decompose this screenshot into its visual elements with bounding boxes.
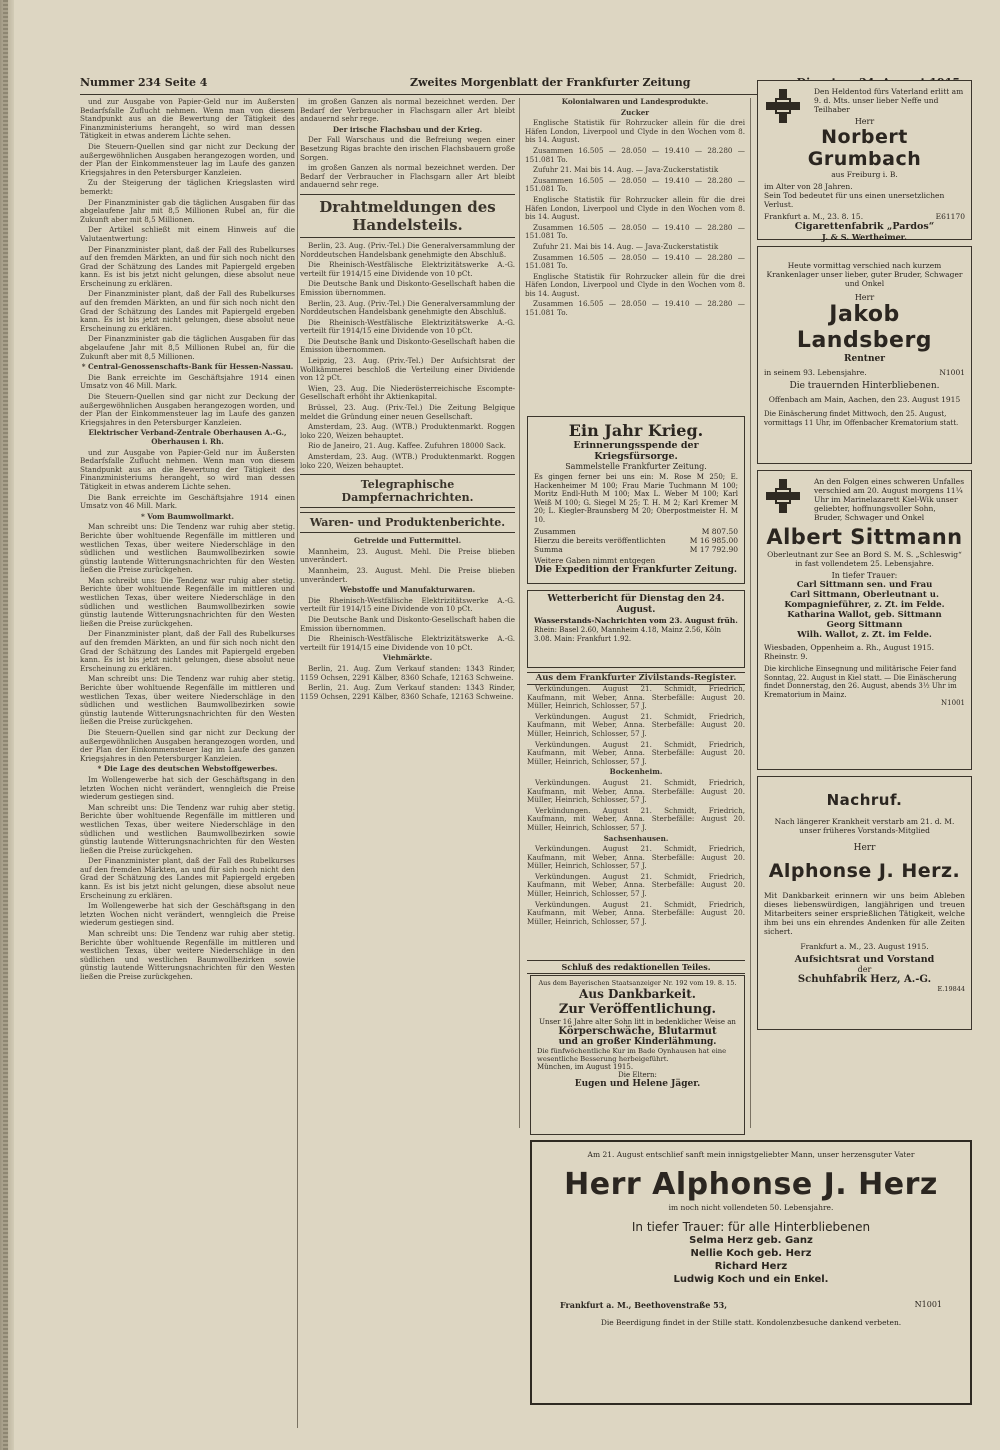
obit-name: Herr Alphonse J. Herz [564, 1167, 938, 1202]
article-text: Die Deutsche Bank und Diskonto-Gesellschaft haben die Emission übernommen. [300, 336, 515, 355]
gratitude-ad [530, 975, 745, 1135]
article-heading: * Die Lage des deutschen Webstoffgewerbes. [97, 764, 278, 774]
obit-funeral: Die Beerdigung findet in der Stille statt. Kondolenzbesuche dankend verbeten. [600, 1318, 902, 1327]
obit-place: Frankfurt a. M., Beethovenstraße 53, [560, 1300, 728, 1310]
obit-herr: Herr [853, 843, 876, 853]
donation-prev-row [534, 536, 738, 545]
sum-value: M 807.50 [701, 527, 738, 536]
column-rule [750, 98, 751, 1128]
article-heading: Elektrischer Verband-Zentrale Oberhausen A.-G., Oberhausen i. Rh. [88, 428, 287, 446]
page-number: Nummer 234 Seite 4 [80, 76, 208, 89]
obituary-sittmann [757, 470, 972, 770]
prev-label: Hierzu die bereits veröffentlichten [534, 536, 666, 545]
obit-place-row [540, 1300, 962, 1310]
column-1 [80, 98, 295, 1428]
obit-mourner: Katharina Wallot, geb. Sittmann [787, 610, 942, 620]
obit-intro: Nach längerer Krankheit verstarb am 21. d. M. unser früheres Vorstands-Mitglied [774, 817, 955, 835]
gratitude-parents: Die Eltern: [618, 1071, 657, 1079]
article-text: und zur Ausgabe von Papier-Geld nur im Äußersten Bedarfsfalle Zuflucht nehmen. Wenn man von diesem Standpunkt aus an die Bewertung der Tätigkeit des Finanzministeriums herangeht, so wird man dessen Tätigkeit in etwas anderem Lichte sehen. [80, 98, 295, 141]
table-row: Zusammen 16.505 — 28.050 — 19.410 — 28.280 — 151.081 To. [525, 145, 745, 164]
article-text: Man schreibt uns: Die Tendenz war ruhig aber stetig. Berichte über wohltuende Regenfälle im mittleren und westlichen Texas, über weitere Niederschläge in den südlichen und westlichen Baumwollbezirken sowie günstig lautende Witterungsnachrichten für den Westen ließen die Preise zurückgehen. [80, 802, 295, 855]
article-text: Zu der Steigerung der täglichen Kriegslasten wird bemerkt: [80, 178, 295, 196]
article-text: Man schreibt uns: Die Tendenz war ruhig aber stetig. Berichte über wohltuende Regenfälle im mittleren und westlichen Texas, über weitere Niederschläge in den südlichen und westlichen Baumwollbezirken sowie günstig lautende Witterungsnachrichten für den Westen ließen die Preise zurückgehen. [80, 929, 295, 981]
article-text: Der Finanzminister gab die täglichen Ausgaben für das abgelaufene Jahr mit 8,5 Millionen Rubel an, für die Zukunft aber mit 8,5 Millionen. [80, 334, 295, 361]
obit-mourning: In tiefer Trauer: für alle Hinterbliebenen [631, 1220, 871, 1234]
article-text: im großen Ganzen als normal bezeichnet werden. Der Bedarf der Verbraucher in Flachsgarn aller Art bleibt andauernd sehr rege. [300, 163, 515, 190]
gratitude-place: München, im August 1915. [537, 1063, 634, 1071]
article-heading: Getreide und Futtermittel. [353, 536, 462, 546]
obituary-landsberg [757, 246, 972, 464]
register-text: Verkündungen. August 21. Schmidt, Friedrich, Kaufmann, mit Weber, Anna. Sterbefälle: August 20. Müller, Heinrich, Schlosser, 57 J. [527, 899, 745, 926]
column-rule [519, 98, 520, 1128]
article-text: Im Wollengewerbe hat sich der Geschäftsgang in den letzten Wochen nicht verändert, wenngleich die Preise wiederum gestiegen sind. [80, 774, 295, 802]
article-text: im großen Ganzen als normal bezeichnet werden. Der Bedarf der Verbraucher in Flachsgarn aller Art bleibt andauernd sehr rege. [300, 98, 515, 124]
register-subhead: Sachsenhausen. [603, 833, 669, 843]
obit-code: N1001 [939, 368, 965, 377]
weather-box [527, 590, 745, 668]
obit-code: E.19844 [937, 985, 965, 993]
register-text: Verkündungen. August 21. Schmidt, Friedrich, Kaufmann, mit Weber, Anna. Sterbefälle: August 20. Müller, Heinrich, Schlosser, 57 J. [527, 805, 745, 832]
article-text: Die Steuern-Quellen sind gar nicht zur Deckung der außergewöhnlichen Ausgaben herangezogen worden, und der Plan der Einkommensteuer lag im Laufe des ganzen Kriegsjahres in den Petersburger Kanzleien. [80, 392, 295, 427]
article-text: Berlin, 21. Aug. Zum Verkauf standen: 1343 Rinder, 1159 Ochsen, 2291 Kälber, 8360 Schafe, 12163 Schweine. [300, 663, 515, 682]
obit-place: Frankfurt a. M., 23. August 1915. [800, 942, 929, 951]
obit-title: Rentner [844, 354, 885, 364]
obit-firm: Cigarettenfabrik „Pardos“ [794, 221, 935, 232]
article-text: Die Bank erreichte im Geschäftsjahre 1914 einen Umsatz von 46 Mill. Mark. [80, 372, 295, 391]
article-text: Die Steuern-Quellen sind gar nicht zur Deckung der außergewöhnlichen Ausgaben herangezogen worden, und der Plan der Einkommensteuer lag im Laufe des ganzen Kriegsjahres in den Petersburger Kanzleien. [80, 141, 295, 177]
article-text: Mannheim, 23. August. Mehl. Die Preise blieben unverändert. [300, 546, 515, 565]
gratitude-line3: und an großer Kinderlähmung. [558, 1037, 717, 1047]
obit-place-row [764, 212, 965, 221]
section-heading: Waren- und Produktenberichte. [300, 512, 515, 533]
article-text: Der Finanzminister plant, daß der Fall des Rubelkurses auf den fremden Märkten, an und für sich noch nicht den Grad der Schätzung des Landes mit Papiergeld ergeben kann. Es ist bis jetzt nicht gelungen, diese absolut neue Erscheinung zu erklären. [80, 289, 295, 333]
article-heading: Viehmärkte. [382, 653, 433, 663]
table-row: Zusammen 16.505 — 28.050 — 19.410 — 28.280 — 151.081 To. [525, 222, 745, 241]
obituary-grumbach [757, 80, 972, 240]
register-title: Aus dem Frankfurter Zivilstands-Register. [527, 672, 745, 685]
obit-place: Wiesbaden, Oppenheim a. Rh., August 1915. [764, 643, 935, 652]
article-text: Englische Statistik für Rohrzucker allein für die drei Häfen London, Liverpool und Clyde in den Wochen vom 8. bis 14. August. [525, 194, 745, 222]
donation-sum-row [534, 527, 738, 536]
obituary-herz-family [530, 1140, 972, 1405]
obit-code: N1001 [941, 699, 965, 707]
obit-name: Alphonse J. Herz. [768, 860, 961, 882]
article-heading: * Central-Genossenschafts-Bank für Hessen-Nassau. [81, 362, 294, 372]
article-text: Die Rheinisch-Westfälische Elektrizitätswerke A.-G. verteilt für 1914/15 eine Dividende von 10 pCt. [300, 260, 515, 278]
donation-total-row [534, 545, 738, 554]
obit-street: Rheinstr. 9. [764, 652, 808, 661]
article-text: Zufuhr 21. Mai bis 14. Aug. — Java-Zuckerstatistik [533, 241, 719, 251]
table-row: Zusammen 16.505 — 28.050 — 19.410 — 28.280 — 151.081 To. [525, 252, 745, 271]
article-text: Man schreibt uns: Die Tendenz war ruhig aber stetig. Berichte über wohltuende Regenfälle im mittleren und westlichen Texas, über weitere Niederschläge in den südlichen und westlichen Baumwollbezirken sowie günstig lautende Witterungsnachrichten für den Westen ließen die Preise zurückgehen. [80, 522, 295, 575]
article-text: Die Rheinisch-Westfälische Elektrizitätswerke A.-G. verteilt für 1914/15 eine Dividende von 10 pCt. [300, 634, 515, 652]
end-editorial: Schluß des redaktionellen Teiles. [527, 960, 745, 974]
obit-age-row [764, 368, 965, 377]
register-text: Verkündungen. August 21. Schmidt, Friedrich, Kaufmann, mit Weber, Anna. Sterbefälle: August 20. Müller, Heinrich, Schlosser, 57 J. [527, 711, 745, 738]
column-2 [300, 98, 515, 1428]
register-text: Verkündungen. August 21. Schmidt, Friedrich, Kaufmann, mit Weber, Anna. Sterbefälle: August 20. Müller, Heinrich, Schlosser, 57 J. [527, 871, 745, 899]
obit-sig: Aufsichtsrat und Vorstand [794, 954, 935, 965]
obit-mourner: Ludwig Koch und ein Enkel. [673, 1274, 829, 1285]
section-heading: Drahtmeldungen des Handelsteils. [300, 194, 515, 238]
donation-list: Es gingen ferner bei uns ein: M. Rose M 250; E. Hackenheimer M 100; Frau Marie Tuchmann M 100; Moritz Endl-Huth M 100; Max L. Weber M 100; Karl Weiß M 100; G. Siegel M 25; T. H. M 2; Karl Kremer M 20; L. Kiegler-Braunsberg M 20; Oberpostmeister H. M 10. [534, 473, 738, 524]
iron-cross-icon [766, 479, 800, 513]
table-row: Zusammen 16.505 — 28.050 — 19.410 — 28.280 — 151.081 To. [525, 299, 745, 318]
article-text: Leipzig, 23. Aug. (Priv.-Tel.) Der Aufsichtsrat der Wollkämmerei beschloß die Verteilung einer Dividende von 12 pCt. [300, 356, 515, 383]
gratitude-title2: Zur Veröffentlichung. [558, 1002, 717, 1017]
iron-cross-icon [766, 89, 800, 123]
weather-sub: Wasserstands-Nachrichten vom 23. August früh. [534, 616, 738, 625]
obituary-herz-company [757, 776, 972, 1030]
obit-herr: Herr [854, 293, 875, 302]
obit-intro: Den Heldentod fürs Vaterland erlitt am 9. d. Mts. unser lieber Neffe und Teilhaber [814, 87, 964, 114]
donation-note: Weitere Gaben nimmt entgegen [534, 556, 656, 565]
article-text: Berlin, 23. Aug. (Priv.-Tel.) Die Generalversammlung der Norddeutschen Handelsbank genehmigte den Abschluß. [300, 298, 515, 317]
article-text: Mannheim, 23. August. Mehl. Die Preise blieben unverändert. [300, 565, 515, 584]
article-text: Der Finanzminister plant, daß der Fall des Rubelkurses auf den fremden Märkten, an und für sich noch nicht den Grad der Schätzung des Landes mit Papiergeld ergeben kann. Es ist bis jetzt nicht gelungen, diese absolut neue Erscheinung zu erklären. [80, 244, 295, 288]
obit-funeral: Die Einäscherung findet Mittwoch, den 25. August, vormittags 11 Uhr, im Offenbacher Krematorium statt. [764, 410, 959, 427]
article-text: Der Artikel schließt mit einem Hinweis auf die Valutaentwertung: [80, 225, 295, 243]
obit-title: Nachruf. [826, 791, 903, 809]
article-text: Die Deutsche Bank und Diskonto-Gesellschaft haben die Emission übernommen. [300, 279, 515, 297]
article-heading: Webstoffe und Manufakturwaren. [339, 585, 476, 595]
article-text: und zur Ausgabe von Papier-Geld nur im Äußersten Bedarfsfalle Zuflucht nehmen. Wenn man von diesem Standpunkt aus an die Bewertung der Tätigkeit des Finanzministeriums herangeht, so wird man dessen Tätigkeit in etwas anderem Lichte sehen. [80, 447, 295, 491]
article-text: Die Rheinisch-Westfälische Elektrizitätswerke A.-G. verteilt für 1914/15 eine Dividende von 10 pCt. [300, 595, 515, 614]
article-text: Berlin, 21. Aug. Zum Verkauf standen: 1343 Rinder, 1159 Ochsen, 2291 Kälber, 8360 Schafe, 12163 Schweine. [300, 683, 515, 701]
obit-age: in seinem 93. Lebensjahre. [764, 368, 867, 377]
page-binding [0, 0, 14, 1450]
obit-place: Frankfurt a. M., 23. 8. 15. [764, 212, 864, 221]
obit-age: im noch nicht vollendeten 50. Lebensjahre. [668, 1203, 834, 1212]
article-text: Der Finanzminister plant, daß der Fall des Rubelkurses auf den fremden Märkten, an und für sich noch nicht den Grad der Schätzung des Landes mit Papiergeld ergeben kann. Es ist bis jetzt nicht gelungen, diese absolut neue Erscheinung zu erklären. [80, 856, 295, 900]
register-text: Verkündungen. August 21. Schmidt, Friedrich, Kaufmann, mit Weber, Anna. Sterbefälle: August 20. Müller, Heinrich, Schlosser, 57 J. [527, 739, 745, 766]
obit-sig: Schuhfabrik Herz, A.-G. [797, 974, 932, 985]
register-text: Verkündungen. August 21. Schmidt, Friedrich, Kaufmann, mit Weber, Anna. Sterbefälle: August 20. Müller, Heinrich, Schlosser, 57 J. [527, 684, 745, 711]
register-text: Verkündungen. August 21. Schmidt, Friedrich, Kaufmann, mit Weber, Anna. Sterbefälle: August 20. Müller, Heinrich, Schlosser, 57 J. [527, 777, 745, 805]
article-text: Die Deutsche Bank und Diskonto-Gesellschaft haben die Emission übernommen. [300, 614, 515, 633]
obit-mourner: Georg Sittmann [826, 620, 903, 630]
table-row: Zusammen 16.505 — 28.050 — 19.410 — 28.280 — 151.081 To. [525, 175, 745, 194]
article-text: Englische Statistik für Rohrzucker allein für die drei Häfen London, Liverpool und Clyde in den Wochen vom 8. bis 14. August. [525, 118, 745, 145]
article-text: Amsterdam, 23. Aug. (WTB.) Produktenmarkt. Roggen loko 220, Weizen behauptet. [300, 422, 515, 440]
gratitude-line1: Unser 16 Jahre alter Sohn litt in bedenklicher Weise an [539, 1018, 736, 1026]
obit-mourner: Carl Sittmann, Oberleutnant u. Kompagnieführer, z. Zt. im Felde. [784, 590, 945, 610]
article-text: Berlin, 23. Aug. (Priv.-Tel.) Die Generalversammlung der Norddeutschen Handelsbank genehmigte den Abschluß. [300, 240, 515, 259]
weather-title: Wetterbericht für Dienstag den 24. August. [547, 594, 725, 615]
sum-label: Zusammen [534, 527, 576, 536]
article-text: Rio de Janeiro, 21. Aug. Kaffee. Zufuhren 18000 Sack. [308, 441, 506, 451]
article-text: Englische Statistik für Rohrzucker allein für die drei Häfen London, Liverpool und Clyde in den Wochen vom 8. bis 14. August. [525, 271, 745, 298]
article-text: Der Fall Warschaus und die Befreiung wegen einer Besetzung Rigas brachte den irischen Flachsbauern große Sorgen. [300, 135, 515, 162]
obit-mourner: Richard Herz [714, 1261, 788, 1272]
obit-place: Offenbach am Main, Aachen, den 23. August 1915 [768, 395, 961, 404]
article-heading: Zucker [620, 107, 650, 117]
article-text: Die Bank erreichte im Geschäftsjahre 1914 einen Umsatz von 46 Mill. Mark. [80, 492, 295, 511]
obit-rank: Oberleutnant zur See an Bord S. M. S. „Schleswig“ in fast vollendetem 25. Lebensjahre. [767, 550, 962, 568]
weather-body: Rhein: Basel 2.60, Mannheim 4.18, Mainz 2.56, Köln 3.08. Main: Frankfurt 1.92. [534, 626, 721, 643]
obit-mourner: Nellie Koch geb. Herz [690, 1248, 812, 1259]
column-rule [297, 98, 298, 1428]
article-heading: Der irische Flachsbau und der Krieg. [332, 124, 483, 134]
gratitude-body: Die fünfwöchentliche Kur im Bade Oynhausen hat eine wesentliche Besserung herbeigeführt. [537, 1047, 727, 1063]
obit-intro: Am 21. August entschlief sanft mein innigstgeliebter Mann, unser herzensguter Vater [587, 1150, 915, 1159]
obit-firm2: J. & S. Wertheimer. [822, 232, 907, 242]
donation-subtitle2: Sammelstelle Frankfurter Zeitung. [565, 462, 707, 471]
register-text: Verkündungen. August 21. Schmidt, Friedrich, Kaufmann, mit Weber, Anna. Sterbefälle: August 20. Müller, Heinrich, Schlosser, 57 J. [527, 844, 745, 871]
donation-subtitle: Erinnerungsspende der Kriegsfürsorge. [573, 440, 699, 462]
obit-intro: Heute vormittag verschied nach kurzem Krankenlager unser lieber, guter Bruder, Schwager und Onkel [766, 261, 963, 288]
donation-footer: Die Expedition der Frankfurter Zeitung. [534, 565, 738, 575]
register-subhead: Bockenheim. [609, 767, 663, 777]
obit-from: aus Freiburg i. B. [831, 170, 898, 179]
total-value: M 17 792.90 [689, 545, 738, 554]
obit-herr: Herr [854, 117, 875, 126]
obit-name: Jakob Landsberg [796, 302, 933, 353]
article-text: Man schreibt uns: Die Tendenz war ruhig aber stetig. Berichte über wohltuende Regenfälle im mittleren und westlichen Texas, über weitere Niederschläge in den südlichen und westlichen Baumwollbezirken sowie günstig lautende Witterungsnachrichten für den Westen ließen die Preise zurückgehen. [80, 674, 295, 727]
total-label: Summa [534, 545, 563, 554]
obit-memory: Sein Tod bedeutet für uns einen unersetzlichen Verlust. [764, 191, 945, 209]
obit-body: Mit Dankbarkeit erinnern wir uns beim Ableben dieses liebenswürdigen, langjährigen und treuen Mitarbeiters seiner ersprießlichen Tätigkeit, welche ihm bei uns ein ehrendes Andenken für alle Zeiten sichert. [764, 891, 965, 936]
section-heading: Telegraphische Dampfernachrichten. [300, 474, 515, 508]
article-text: Man schreibt uns: Die Tendenz war ruhig aber stetig. Berichte über wohltuende Regenfälle im mittleren und westlichen Texas, über weitere Niederschläge in den südlichen und westlichen Baumwollbezirken sowie günstig lautende Witterungsnachrichten für den Westen ließen die Preise zurückgehen. [80, 575, 295, 628]
obit-mourners: Die trauernden Hinterbliebenen. [789, 381, 940, 391]
gratitude-line2: Körperschwäche, Blutarmut [558, 1026, 717, 1037]
gratitude-title1: Aus Dankbarkeit. [579, 987, 696, 1001]
obit-sig: der [857, 965, 872, 974]
obit-mourning: In tiefer Trauer: [831, 571, 898, 580]
article-text: Die Rheinisch-Westfälische Elektrizitätswerke A.-G. verteilt für 1914/15 eine Dividende von 10 pCt. [300, 317, 515, 336]
obit-name: Norbert Grumbach [807, 126, 922, 170]
masthead: Zweites Morgenblatt der Frankfurter Zeitung [410, 76, 691, 89]
article-text: Der Finanzminister gab die täglichen Ausgaben für das abgelaufene Jahr mit 8,5 Millionen Rubel an, für die Zukunft aber mit 8,5 Millionen. [80, 197, 295, 224]
article-text: Zufuhr 21. Mai bis 14. Aug. — Java-Zuckerstatistik [533, 165, 719, 175]
donation-title: Ein Jahr Krieg. [568, 421, 704, 440]
gratitude-names: Eugen und Helene Jäger. [574, 1079, 701, 1089]
civil-register [527, 672, 745, 957]
article-heading: * Vom Baumwollmarkt. [141, 511, 234, 521]
article-text: Im Wollengewerbe hat sich der Geschäftsgang in den letzten Wochen nicht verändert, wenngleich die Preise wiederum gestiegen sind. [80, 901, 295, 928]
obit-age: im Alter von 28 Jahren. [764, 182, 853, 191]
obit-code: E61170 [935, 212, 965, 221]
obit-mourner: Wilh. Wallot, z. Zt. im Felde. [797, 630, 932, 640]
article-text: Amsterdam, 23. Aug. (WTB.) Produktenmarkt. Roggen loko 220, Weizen behauptet. [300, 452, 515, 470]
article-text: Der Finanzminister plant, daß der Fall des Rubelkurses auf den fremden Märkten, an und für sich noch nicht den Grad der Schätzung des Landes mit Papiergeld ergeben kann. Es ist bis jetzt nicht gelungen, diese absolut neue Erscheinung zu erklären. [80, 629, 295, 673]
donation-box [527, 416, 745, 584]
article-text: Wien, 23. Aug. Die Niederösterreichische Escompte-Gesellschaft erhöht ihr Aktienkapital. [300, 383, 515, 402]
obit-mourner: Selma Herz geb. Ganz [689, 1235, 813, 1246]
obit-funeral: Die kirchliche Einsegnung und militärische Feier fand Sonntag, 22. August in Kiel statt. — Die Einäscherung findet Donnerstag, den 26. August, abends 3½ Uhr im Krematorium in Mainz. [764, 665, 957, 699]
article-text: Die Steuern-Quellen sind gar nicht zur Deckung der außergewöhnlichen Ausgaben herangezogen worden, und der Plan der Einkommensteuer lag im Laufe des ganzen Kriegsjahres in den Petersburger Kanzleien. [80, 727, 295, 763]
article-text: Brüssel, 23. Aug. (Priv.-Tel.) Die Zeitung Belgique meldet die Gründung einer neuen Gesellschaft. [300, 403, 515, 421]
prev-value: M 16 985.00 [689, 536, 738, 545]
gratitude-source: Aus dem Bayerischen Staatsanzeiger Nr. 192 vom 19. 8. 15. [538, 979, 737, 987]
book-spine [3, 0, 8, 1450]
obit-intro: An den Folgen eines schweren Unfalles verschied am 20. August morgens 11¼ Uhr im Marinelazarett Kiel-Wik unser geliebter, hoffnungsvoller Sohn, Bruder, Schwager und Onkel [814, 477, 965, 522]
obit-code: N1001 [914, 1300, 942, 1309]
obit-mourner: Carl Sittmann sen. und Frau [796, 580, 933, 590]
article-heading: Kolonialwaren und Landesprodukte. [561, 98, 709, 106]
obit-name: Albert Sittmann [766, 525, 963, 549]
